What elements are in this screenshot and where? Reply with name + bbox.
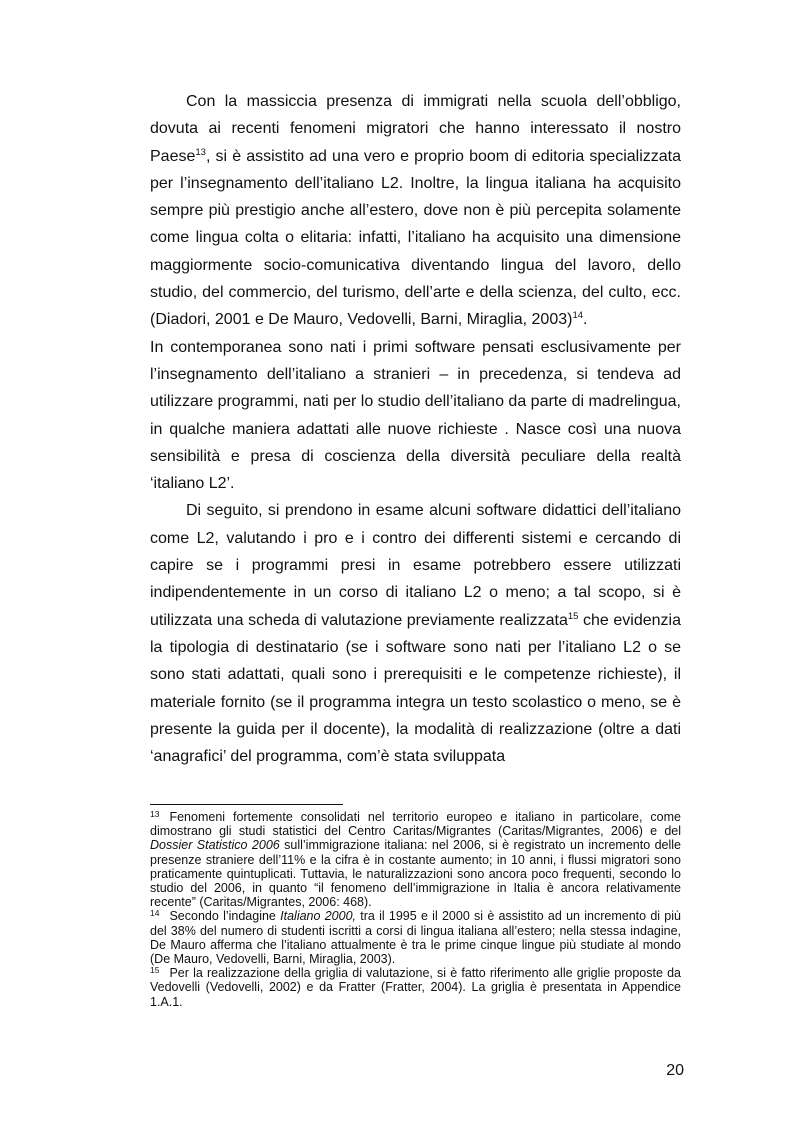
paragraph-3 bbox=[150, 497, 681, 770]
footnotes bbox=[150, 810, 681, 1009]
footnote-13-text-b: sull’immigrazione italiana: nel 2006, si è registrato un incremento delle presenze straniere dell’11% e la cifra è in costante aumento; in 10 anni, i flussi migratori sono praticamente quintuplicati. Tuttavia, le naturalizzazioni sono ancora poco frequenti, secondo lo studio del 2006, in quanto “il fenomeno dell’immigrazione in Italia è ancora relativamente recente” (Caritas/Migrantes, 2006: 468). bbox=[150, 838, 681, 910]
paragraph-3-text-a: Di seguito, si prendono in esame alcuni software didattici dell’italiano come L2, valutando i pro e i contro dei differenti sistemi e cercando di capire se i programmi presi in esame potrebbero essere utilizzati indipendentemente in un corso di italiano L2 o meno; a tal scopo, si è utilizzata una scheda di valutazione previamente realizzata bbox=[150, 502, 681, 629]
paragraph-3-text-b: che evidenzia la tipologia di destinatario (se i software sono nati per l’italiano L2 o se sono stati adattati, quali sono i prerequisiti e le competenze richieste), il materiale fornito (se il programma integra un testo scolastico o meno, se è presente la guida per il docente), la modalità di realizzazione (oltre a dati ‘anagrafici’ del programma, com’è stata sviluppata bbox=[150, 611, 681, 766]
footnote-ref-15[interactable]: 15 bbox=[567, 610, 579, 622]
paragraph-1-text-c: . bbox=[583, 311, 588, 329]
footnote-15-number: 15 bbox=[150, 965, 160, 976]
footnote-13-italic: Dossier Statistico 2006 bbox=[150, 838, 280, 853]
paragraph-1 bbox=[150, 88, 681, 334]
paragraph-1-text-a: Con la massiccia presenza di immigrati nella scuola dell’obbligo, dovuta ai recenti fenomeni migratori che hanno interessato il nostro Paese bbox=[150, 93, 681, 165]
footnote-ref-13[interactable]: 13 bbox=[195, 146, 206, 158]
footnote-15 bbox=[150, 966, 681, 1009]
footnote-15-text: Per la realizzazione della griglia di valutazione, si è fatto riferimento alle griglie proposte da Vedovelli (Vedovelli, 2002) e da Fratter (Fratter, 2004). La griglia è presentata in Appendice 1.A.1. bbox=[150, 966, 681, 1009]
footnote-ref-14[interactable]: 14 bbox=[572, 310, 584, 322]
footnote-13-text-a: Fenomeni fortemente consolidati nel territorio europeo e italiano in particolare, come dimostrano gli studi statistici del Centro Caritas/Migrantes (Caritas/Migrantes, 2006) e del bbox=[150, 810, 681, 839]
page-number: 20 bbox=[666, 1062, 684, 1079]
main-text bbox=[150, 88, 681, 770]
footnote-14-number: 14 bbox=[150, 908, 160, 919]
footnote-14-italic: Italiano 2000, bbox=[280, 909, 356, 924]
footnote-14-text-b: tra il 1995 e il 2000 si è assistito ad un incremento di più del 38% del numero di studenti iscritti a corsi di lingua italiana all’estero; nella stessa indagine, De Mauro afferma che l’italiano attualmente è tra le prime cinque lingue più studiate al mondo (De Mauro, Vedovelli, Barni, Miraglia, 2003). bbox=[150, 909, 681, 967]
footnote-13-number: 13 bbox=[150, 809, 160, 819]
footnote-separator bbox=[150, 804, 343, 805]
paragraph-2: In contemporanea sono nati i primi software pensati esclusivamente per l’insegnamento dell’italiano a stranieri – in precedenza, si tendeva ad utilizzare programmi, nati per lo studio dell’italiano da parte di madrelingua, in qualche maniera adattati alle nuove richieste . Nasce così una nuova sensibilità e presa di coscienza della diversità peculiare della realtà ‘italiano L2’. bbox=[150, 338, 681, 493]
footnote-14-text-a: Secondo l’indagine bbox=[169, 909, 281, 924]
footnote-14 bbox=[150, 909, 681, 966]
footnote-13 bbox=[150, 810, 681, 909]
paragraph-1-text-b: , si è assistito ad una vero e proprio boom di editoria specializzata per l’insegnamento dell’italiano L2. Inoltre, la lingua italiana ha acquisito sempre più prestigio anche all’estero, dove non è più percepita solamente come lingua colta o elitaria: infatti, l’italiano ha acquisito una dimensione maggiormente socio-comunicativa diventando lingua del lavoro, dello studio, del commercio, del turismo, dell’arte e della scienza, del culto, ecc. (Diadori, 2001 e De Mauro, Vedovelli, Barni, Miraglia, 2003) bbox=[150, 147, 681, 329]
